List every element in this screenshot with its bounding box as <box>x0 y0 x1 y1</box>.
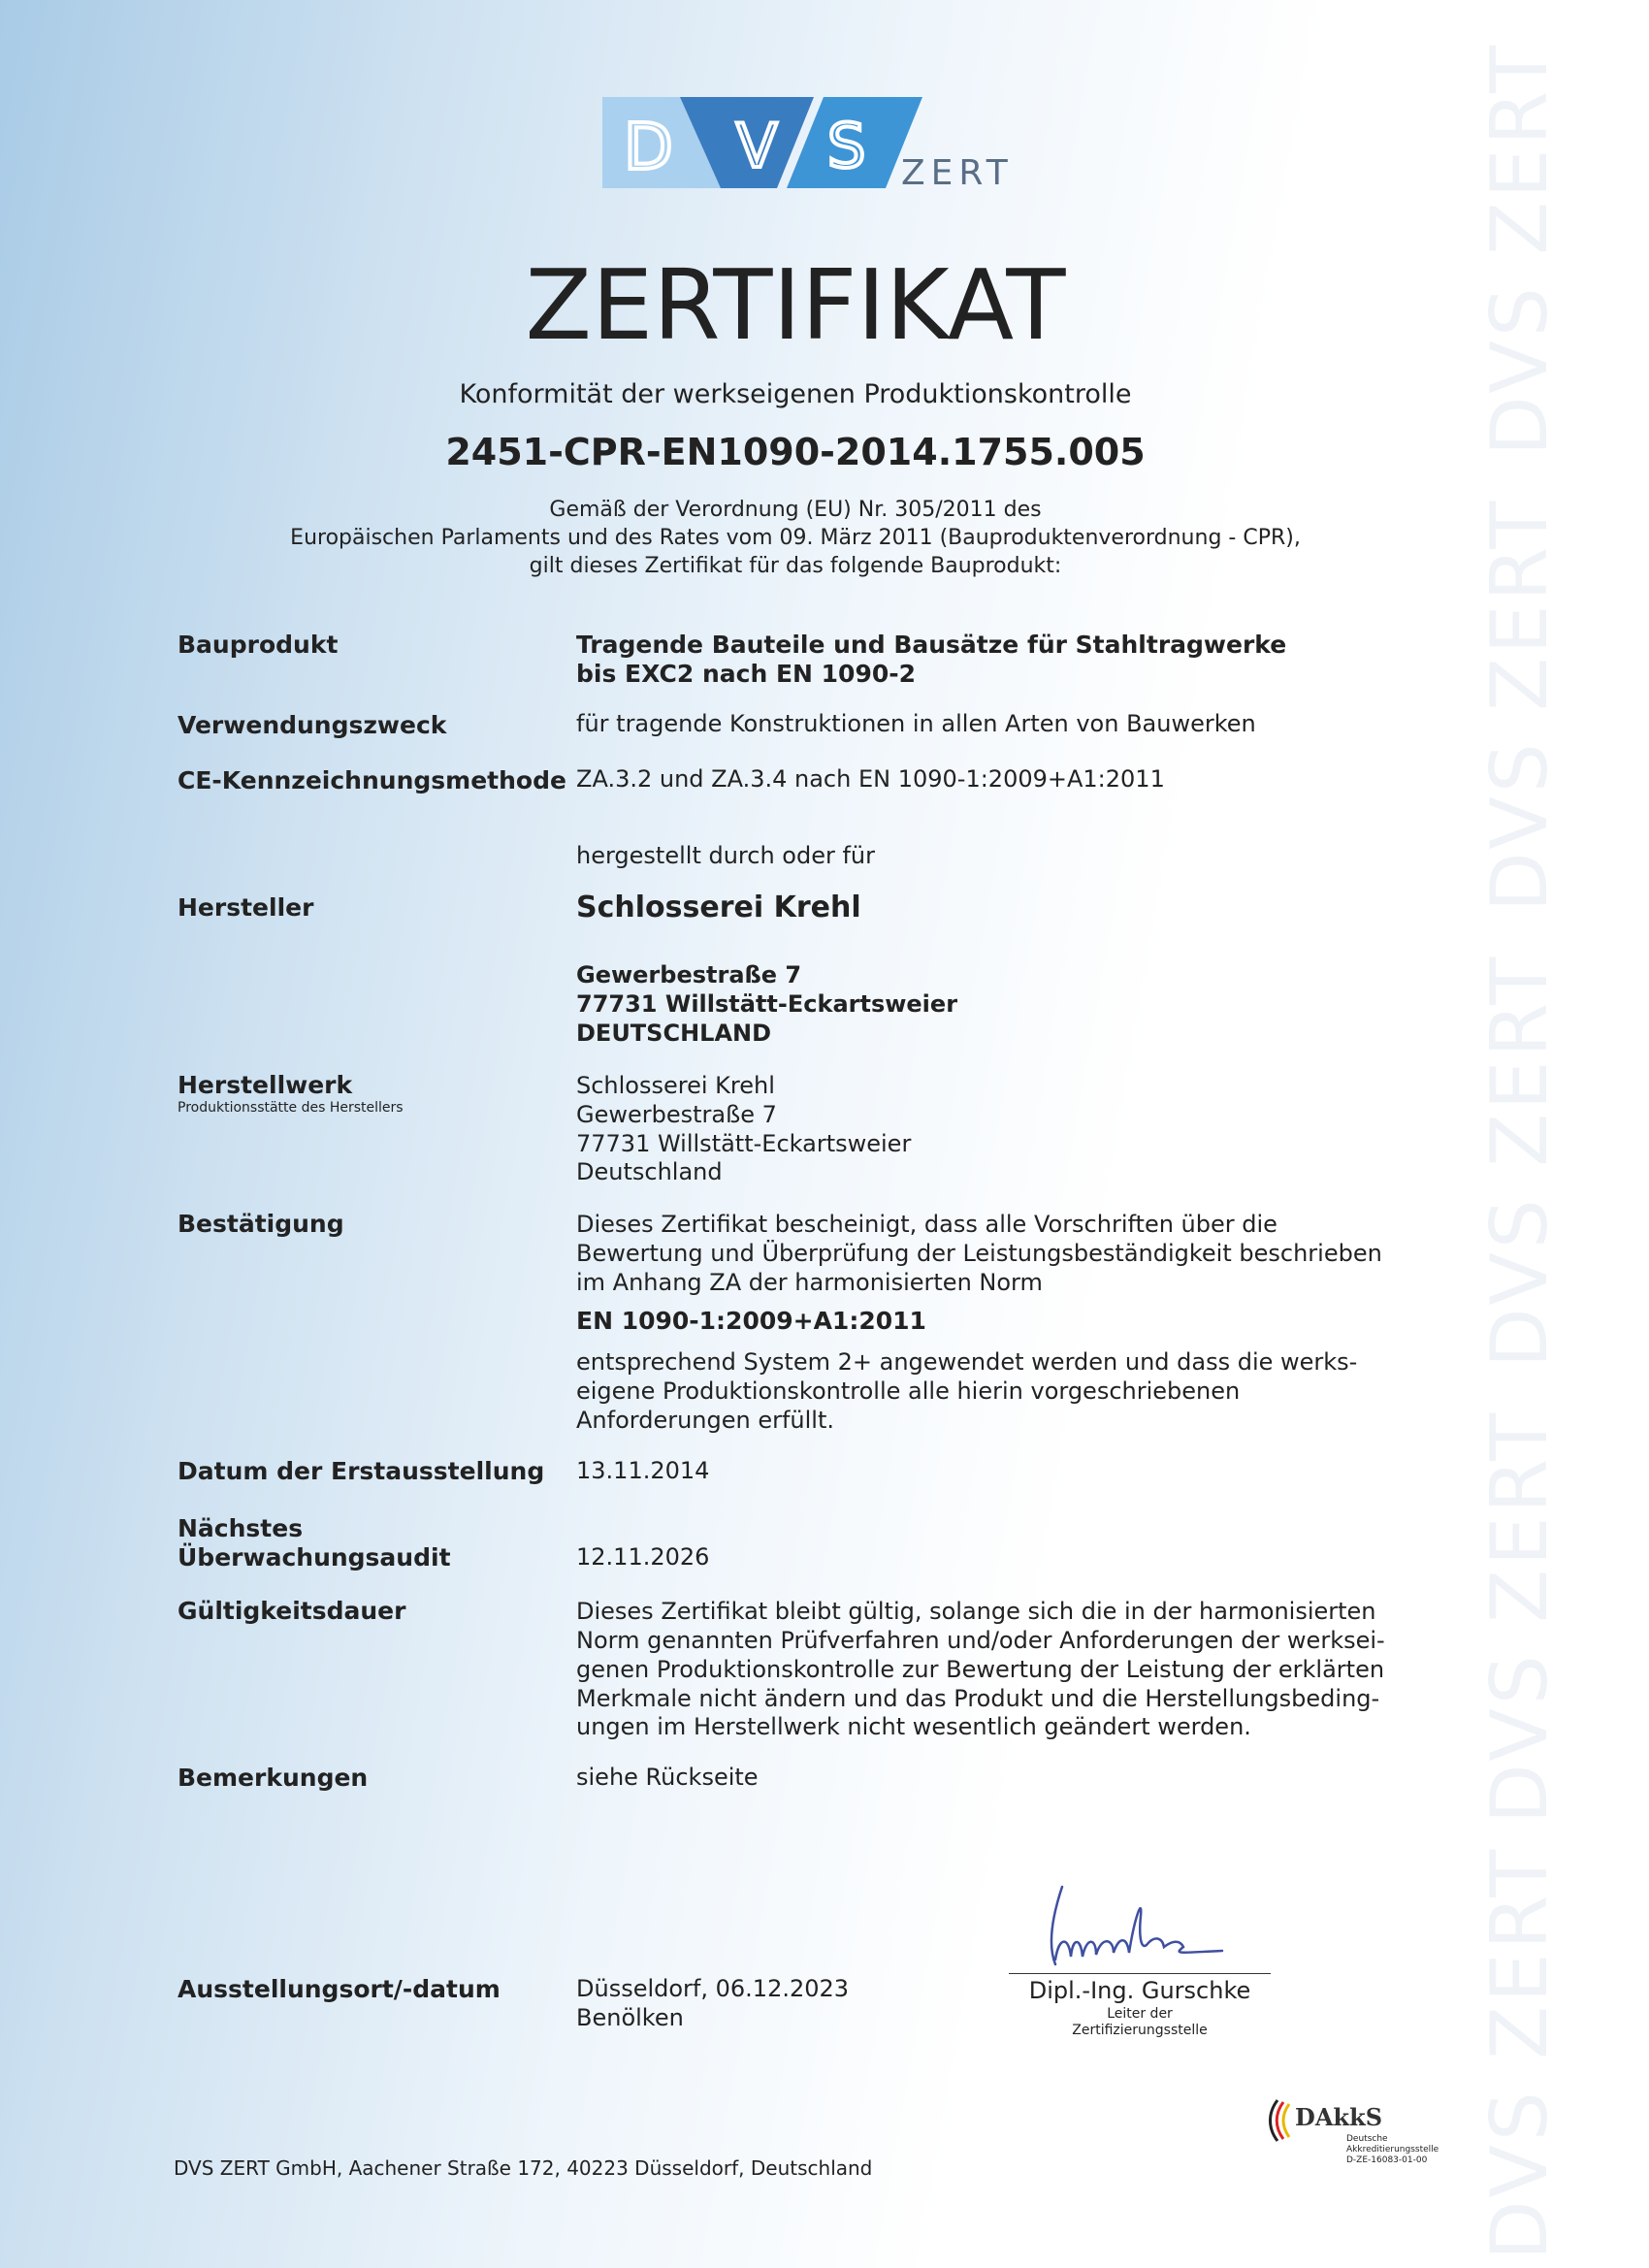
label-erstausstellung: Datum der Erstausstellung <box>178 1457 545 1485</box>
value-audit: 12.11.2026 <box>576 1543 710 1571</box>
confirmation-text: eigene Produktionskontrolle alle hierin vorgeschriebenen <box>576 1377 1241 1405</box>
value-verwendungszweck: für tragende Konstruktionen in allen Arten von Bauwerken <box>576 710 1256 737</box>
dvs-zert-logo <box>602 97 1029 194</box>
manufacturer-address: DEUTSCHLAND <box>576 1020 772 1047</box>
confirmation-text: entsprechend System 2+ angewendet werden und dass die werks- <box>576 1348 1358 1376</box>
dakks-name: DAkkS <box>1295 2103 1383 2131</box>
watermark-text: DVS ZERT <box>1474 41 1565 456</box>
plant-address: Deutschland <box>576 1158 723 1185</box>
label-bemerkungen: Bemerkungen <box>178 1764 369 1792</box>
certificate-number: 2451-CPR-EN1090-2014.1755.005 <box>445 431 1146 473</box>
confirmation-text: Anforderungen erfüllt. <box>576 1407 835 1434</box>
label-hersteller: Hersteller <box>178 893 314 922</box>
confirmation-text: Bewertung und Überprüfung der Leistungsbeständigkeit beschrieben <box>576 1240 1382 1267</box>
logo-letter: S <box>827 111 866 181</box>
plant-address: 77731 Willstätt-Eckartsweier <box>576 1130 912 1157</box>
validity-text: genen Produktionskontrolle zur Bewertung der Leistung der erklärten <box>576 1656 1385 1683</box>
value-bemerkungen: siehe Rückseite <box>576 1764 759 1791</box>
validity-text: Merkmale nicht ändern und das Produkt und die Herstellungsbeding- <box>576 1685 1380 1712</box>
label-verwendungszweck: Verwendungszweck <box>178 711 447 739</box>
dakks-logo <box>1266 2095 1460 2173</box>
page-title: ZERTIFIKAT <box>525 248 1066 362</box>
validity-text: ungen im Herstellwerk nicht wesentlich geändert werden. <box>576 1713 1251 1740</box>
plant-address: Gewerbestraße 7 <box>576 1101 777 1128</box>
subtitle: Konformität der werkseigenen Produktionskontrolle <box>459 379 1132 409</box>
footer-address: DVS ZERT GmbH, Aachener Straße 172, 40223 Düsseldorf, Deutschland <box>174 2156 873 2180</box>
manufactured-by: hergestellt durch oder für <box>576 842 876 869</box>
logo-zert-text: ZERT <box>901 153 1014 193</box>
issuer-location: Benölken <box>576 2004 684 2031</box>
dakks-line: Akkreditierungsstelle <box>1346 2145 1439 2155</box>
logo-letter: D <box>624 110 673 184</box>
sublabel-herstellwerk: Produktionsstätte des Herstellers <box>178 1100 404 1116</box>
validity-text: Norm genannten Prüfverfahren und/oder Anforderungen der werksei- <box>576 1627 1385 1654</box>
manufacturer-address: 77731 Willstätt-Eckartsweier <box>576 990 958 1018</box>
intro-line: Europäischen Parlaments und des Rates vom 09. März 2011 (Bauproduktenverordnung - CPR), <box>290 526 1301 550</box>
label-bauprodukt: Bauprodukt <box>178 631 339 659</box>
watermark-text: DVS ZERT <box>1474 1409 1565 1824</box>
issue-place-date: Düsseldorf, 06.12.2023 <box>576 1975 850 2002</box>
watermark-text: DVS ZERT <box>1474 497 1565 912</box>
value-bauprodukt: bis EXC2 nach EN 1090-2 <box>576 660 916 688</box>
intro-line: gilt dieses Zertifikat für das folgende Bauprodukt: <box>529 554 1062 578</box>
watermark-text: DVS ZERT <box>1474 1845 1565 2260</box>
plant-address: Schlosserei Krehl <box>576 1072 775 1099</box>
label-gueltigkeit: Gültigkeitsdauer <box>178 1597 406 1625</box>
label-ce: CE-Kennzeichnungsmethode <box>178 766 566 794</box>
signatory-role: Leiter der <box>1107 2006 1173 2022</box>
label-herstellwerk: Herstellwerk <box>178 1071 353 1099</box>
signatory-role: Zertifizierungsstelle <box>1072 2023 1208 2038</box>
value-ce: ZA.3.2 und ZA.3.4 nach EN 1090-1:2009+A1:2011 <box>576 765 1165 793</box>
manufacturer-name: Schlosserei Krehl <box>576 891 861 924</box>
value-erstausstellung: 13.11.2014 <box>576 1457 710 1484</box>
label-audit: Überwachungsaudit <box>178 1543 451 1571</box>
confirmation-text: Dieses Zertifikat bescheinigt, dass alle Vorschriften über die <box>576 1211 1277 1238</box>
signatory-name: Dipl.-Ing. Gurschke <box>1028 1977 1251 2004</box>
dakks-line: Deutsche <box>1346 2134 1388 2144</box>
label-ausstellung: Ausstellungsort/-datum <box>178 1975 501 2003</box>
signature <box>1009 1877 1290 1974</box>
confirmation-norm: EN 1090-1:2009+A1:2011 <box>576 1307 926 1335</box>
dakks-line: D-ZE-16083-01-00 <box>1346 2155 1428 2165</box>
manufacturer-address: Gewerbestraße 7 <box>576 961 802 988</box>
logo-letter: V <box>736 111 778 181</box>
value-bauprodukt: Tragende Bauteile und Bausätze für Stahltragwerke <box>576 631 1287 659</box>
validity-text: Dieses Zertifikat bleibt gültig, solange sich die in der harmonisierten <box>576 1598 1376 1625</box>
label-bestaetigung: Bestätigung <box>178 1210 344 1238</box>
label-audit: Nächstes <box>178 1514 304 1542</box>
intro-line: Gemäß der Verordnung (EU) Nr. 305/2011 des <box>549 498 1042 522</box>
confirmation-text: im Anhang ZA der harmonisierten Norm <box>576 1269 1043 1296</box>
watermark-text: DVS ZERT <box>1474 953 1565 1368</box>
dakks-arcs-icon <box>1266 2095 1295 2144</box>
